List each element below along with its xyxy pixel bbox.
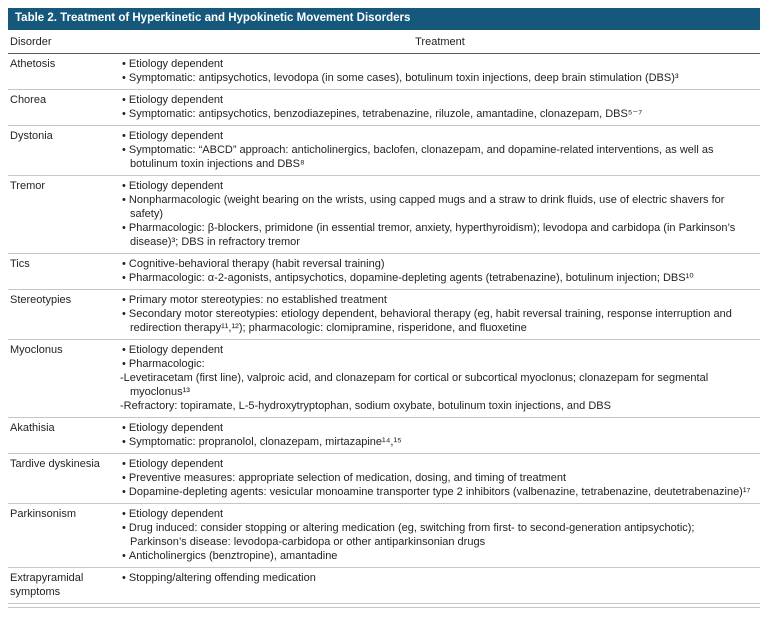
treatment-item: • Symptomatic: propranolol, clonazepam, mirtazapine¹⁴,¹⁵ <box>120 435 754 449</box>
treatment-item: • Symptomatic: “ABCD” approach: anticholinergics, baclofen, clonazepam, and dopamine-related interventions, as well as botulinum toxin injections and DBS⁸ <box>120 143 754 171</box>
treatment-item: • Anticholinergics (benztropine), amantadine <box>120 549 754 563</box>
treatment-item: • Dopamine-depleting agents: vesicular monoamine transporter type 2 inhibitors (valbenazine, tetrabenazine, deutetrabenazine)¹⁷ <box>120 485 754 499</box>
disorder-cell: Tremor <box>10 180 46 192</box>
table-row <box>8 568 760 604</box>
table-row <box>8 340 760 418</box>
treatment-list <box>120 57 760 85</box>
treatment-list <box>120 343 760 413</box>
table-title: Table 2. Treatment of Hyperkinetic and Hypokinetic Movement Disorders <box>15 12 411 24</box>
treatment-list <box>120 507 760 563</box>
treatment-item: • Etiology dependent <box>120 179 754 193</box>
treatment-list <box>120 93 760 121</box>
treatment-item: • Preventive measures: appropriate selection of medication, dosing, and timing of treatment <box>120 471 754 485</box>
treatment-list <box>120 421 760 449</box>
disorder-cell: Stereotypies <box>10 294 72 306</box>
treatment-item: • Pharmacologic: α-2-agonists, antipsychotics, dopamine-depleting agents (tetrabenazine), botulinum injection; DBS¹⁰ <box>120 271 754 285</box>
disorder-cell: Dystonia <box>10 130 53 142</box>
treatment-item: • Etiology dependent <box>120 507 754 521</box>
column-header-treatment: Treatment <box>415 36 465 48</box>
disorder-cell: Myoclonus <box>10 344 63 356</box>
treatment-list <box>120 257 760 285</box>
table-row <box>8 454 760 504</box>
disorder-cell: Extrapyramidal symptoms <box>10 572 84 598</box>
table-row <box>8 254 760 290</box>
treatment-list <box>120 571 760 599</box>
treatment-list <box>120 129 760 171</box>
table-row <box>8 176 760 254</box>
treatment-item: • Etiology dependent <box>120 93 754 107</box>
treatment-item: • Etiology dependent <box>120 129 754 143</box>
treatment-item: • Pharmacologic: β-blockers, primidone (in essential tremor, anxiety, hyperthyroidism); levodopa and carbidopa (in Parkinson’s disease)³; DBS in refractory tremor <box>120 221 754 249</box>
treatment-item: -Refractory: topiramate, L-5-hydroxytryptophan, sodium oxybate, botulinum toxin injections, and DBS <box>120 400 611 412</box>
disorder-cell: Chorea <box>10 94 47 106</box>
table-row <box>8 90 760 126</box>
treatment-item: • Pharmacologic: <box>120 357 754 371</box>
table-body <box>8 54 760 604</box>
disorder-cell: Parkinsonism <box>10 508 77 520</box>
treatment-item: • Symptomatic: antipsychotics, benzodiazepines, tetrabenazine, riluzole, amantadine, clonazepam, DBS⁵⁻⁷ <box>120 107 754 121</box>
disorder-cell: Tardive dyskinesia <box>10 458 100 470</box>
table-row <box>8 290 760 340</box>
treatment-item: • Nonpharmacologic (weight bearing on the wrists, using capped mugs and a straw to drink fluids, use of electric shavers for safety) <box>120 193 754 221</box>
table-title-bar <box>8 8 760 30</box>
treatment-item: -Levetiracetam (first line), valproic acid, and clonazepam for cortical or subcortical myoclonus; clonazepam for segmental myoclonus¹³ <box>120 372 709 398</box>
treatment-item: • Etiology dependent <box>120 457 754 471</box>
treatment-item: • Primary motor stereotypies: no established treatment <box>120 293 754 307</box>
treatment-item: • Stopping/altering offending medication <box>120 571 754 585</box>
table-row <box>8 126 760 176</box>
treatment-item: • Etiology dependent <box>120 343 754 357</box>
disorder-cell: Athetosis <box>10 58 56 70</box>
column-header-row <box>8 30 760 54</box>
disorder-cell: Tics <box>10 258 30 270</box>
column-header-disorder: Disorder <box>10 36 52 48</box>
treatment-list <box>120 293 760 335</box>
treatment-item: • Cognitive-behavioral therapy (habit reversal training) <box>120 257 754 271</box>
treatment-item: • Etiology dependent <box>120 57 754 71</box>
treatment-item: • Secondary motor stereotypies: etiology dependent, behavioral therapy (eg, habit reversal training, response interruption and redirection therapy¹¹,¹²); pharmacologic: clomipramine, risperidone, and fluoxetine <box>120 307 754 335</box>
treatment-list <box>120 457 760 499</box>
treatment-item: • Symptomatic: antipsychotics, levodopa (in some cases), botulinum toxin injections, deep brain stimulation (DBS)³ <box>120 71 754 85</box>
treatment-item: • Etiology dependent <box>120 421 754 435</box>
treatment-item: • Drug induced: consider stopping or altering medication (eg, switching from first- to second-generation antipsychotic); Parkinson’s disease: levodopa-carbidopa or other antiparkinsonian drugs <box>120 521 754 549</box>
table-row <box>8 504 760 568</box>
disorder-cell: Akathisia <box>10 422 55 434</box>
treatment-list <box>120 179 760 249</box>
table-row <box>8 54 760 90</box>
table-bottom-rule <box>8 604 760 608</box>
table-row <box>8 418 760 454</box>
